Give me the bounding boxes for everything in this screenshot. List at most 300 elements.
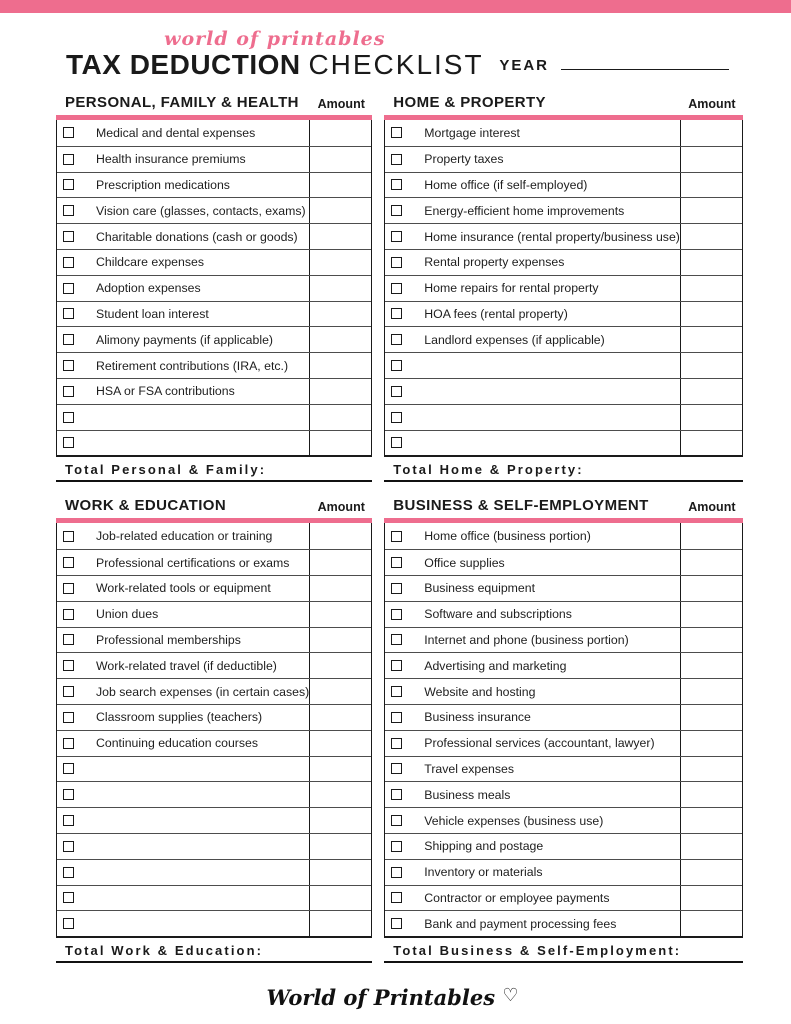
heart-icon: ♡ <box>502 985 519 1007</box>
item-label: Work-related travel (if deductible) <box>96 658 277 673</box>
checkbox-icon <box>63 154 74 165</box>
checkbox[interactable] <box>57 531 81 542</box>
checkbox-icon <box>63 918 74 929</box>
checkbox[interactable] <box>57 918 81 929</box>
section-business-self-employment <box>384 497 743 963</box>
section-title: WORK & EDUCATION <box>65 497 227 515</box>
checkbox[interactable] <box>385 867 409 878</box>
year-input-line[interactable] <box>561 57 729 70</box>
checkbox-icon <box>63 308 74 319</box>
checkbox-icon <box>391 557 402 568</box>
table-row <box>57 430 371 456</box>
amount-cell[interactable] <box>309 834 371 859</box>
checkbox-icon <box>391 583 402 594</box>
amount-cell[interactable] <box>680 353 742 378</box>
checkbox-icon <box>391 205 402 216</box>
item-label: Vehicle expenses (business use) <box>424 813 604 828</box>
table-row <box>385 781 742 807</box>
amount-cell[interactable] <box>309 405 371 430</box>
checkbox-icon <box>391 154 402 165</box>
section-title: BUSINESS & SELF-EMPLOYMENT <box>393 497 649 515</box>
amount-cell[interactable] <box>309 198 371 223</box>
item-label: Rental property expenses <box>424 255 565 270</box>
checkbox-icon <box>391 738 402 749</box>
checkbox-icon <box>391 127 402 138</box>
amount-cell[interactable] <box>309 653 371 678</box>
checklist-sheet <box>0 29 791 1010</box>
amount-cell[interactable] <box>309 550 371 575</box>
item-label: Energy-efficient home improvements <box>424 203 625 218</box>
item-label: Retirement contributions (IRA, etc.) <box>96 358 289 373</box>
item-label: Student loan interest <box>96 306 209 321</box>
checkbox-icon <box>63 609 74 620</box>
checkbox[interactable] <box>385 609 409 620</box>
checkbox-icon <box>63 412 74 423</box>
checkbox-icon <box>391 334 402 345</box>
amount-cell[interactable] <box>309 379 371 404</box>
checkbox[interactable] <box>385 815 409 826</box>
amount-cell[interactable] <box>309 757 371 782</box>
amount-cell[interactable] <box>680 224 742 249</box>
checklist-table <box>56 120 372 457</box>
checkbox[interactable] <box>385 892 409 903</box>
checkbox[interactable] <box>57 686 81 697</box>
checkbox[interactable] <box>57 257 81 268</box>
amount-column-header: Amount <box>688 500 736 515</box>
amount-cell[interactable] <box>680 911 742 936</box>
checkbox[interactable] <box>57 738 81 749</box>
checkbox[interactable] <box>57 437 81 448</box>
item-label: Landlord expenses (if applicable) <box>424 332 605 347</box>
amount-cell[interactable] <box>309 731 371 756</box>
item-label: Professional services (accountant, lawyer) <box>424 736 655 751</box>
amount-cell[interactable] <box>309 808 371 833</box>
item-label: Professional memberships <box>96 632 241 647</box>
item-label: Property taxes <box>424 152 504 167</box>
checkbox[interactable] <box>57 867 81 878</box>
brand-script: world of printables <box>164 28 386 50</box>
amount-cell[interactable] <box>309 250 371 275</box>
checkbox[interactable] <box>57 334 81 345</box>
checkbox[interactable] <box>57 154 81 165</box>
checkbox[interactable] <box>385 763 409 774</box>
total-line[interactable]: Total Home & Property: <box>384 457 743 482</box>
checkbox-icon <box>391 412 402 423</box>
checkbox[interactable] <box>385 918 409 929</box>
checkbox[interactable] <box>385 634 409 645</box>
checkbox[interactable] <box>385 308 409 319</box>
table-row <box>385 404 742 430</box>
amount-cell[interactable] <box>680 276 742 301</box>
checkbox-icon <box>391 634 402 645</box>
table-row <box>57 146 371 172</box>
checkbox-icon <box>63 360 74 371</box>
amount-cell[interactable] <box>309 431 371 456</box>
item-label: Job search expenses (in certain cases) <box>96 684 310 699</box>
table-row <box>385 807 742 833</box>
checkbox-icon <box>63 815 74 826</box>
table-row <box>57 652 371 678</box>
item-label: Business meals <box>424 787 511 802</box>
checkbox-icon <box>63 738 74 749</box>
checkbox-icon <box>391 609 402 620</box>
amount-cell[interactable] <box>680 628 742 653</box>
section-work-education <box>56 497 372 963</box>
checkbox-icon <box>391 179 402 190</box>
checklist-table <box>384 120 743 457</box>
checkbox[interactable] <box>57 712 81 723</box>
checkbox[interactable] <box>57 789 81 800</box>
item-label: Mortgage interest <box>424 125 520 140</box>
item-label: Home office (if self-employed) <box>424 177 588 192</box>
table-row <box>385 378 742 404</box>
table-row <box>57 627 371 653</box>
checkbox-icon <box>63 283 74 294</box>
checkbox-icon <box>63 127 74 138</box>
item-label: Business equipment <box>424 581 536 596</box>
checkbox[interactable] <box>385 205 409 216</box>
amount-cell[interactable] <box>309 602 371 627</box>
title-block <box>56 29 484 80</box>
checkbox-icon <box>391 789 402 800</box>
amount-cell[interactable] <box>680 886 742 911</box>
amount-cell[interactable] <box>680 602 742 627</box>
amount-cell[interactable] <box>309 860 371 885</box>
table-row <box>57 326 371 352</box>
checkbox-icon <box>63 660 74 671</box>
table-row <box>57 549 371 575</box>
checkbox[interactable] <box>57 127 81 138</box>
page-title-light: CHECKLIST <box>308 49 484 80</box>
table-row <box>385 885 742 911</box>
table-row <box>57 859 371 885</box>
checkbox-icon <box>63 892 74 903</box>
checkbox[interactable] <box>57 308 81 319</box>
total-line[interactable]: Total Personal & Family: <box>56 457 372 482</box>
table-row <box>385 678 742 704</box>
table-row <box>385 575 742 601</box>
amount-cell[interactable] <box>680 431 742 456</box>
checkbox[interactable] <box>57 841 81 852</box>
item-label: Health insurance premiums <box>96 152 246 167</box>
checkbox-icon <box>391 386 402 397</box>
item-label: Classroom supplies (teachers) <box>96 710 263 725</box>
checkbox[interactable] <box>385 712 409 723</box>
table-row <box>385 326 742 352</box>
table-row <box>385 301 742 327</box>
table-row <box>385 704 742 730</box>
checkbox-icon <box>391 815 402 826</box>
checkbox-icon <box>391 841 402 852</box>
checkbox-icon <box>63 386 74 397</box>
section-header <box>384 497 743 518</box>
checkbox[interactable] <box>57 179 81 190</box>
amount-cell[interactable] <box>680 250 742 275</box>
checkbox[interactable] <box>385 360 409 371</box>
table-row <box>57 275 371 301</box>
checkbox-icon <box>391 660 402 671</box>
amount-column-header: Amount <box>688 97 736 111</box>
checkbox[interactable] <box>57 609 81 620</box>
table-row <box>385 172 742 198</box>
table-row <box>57 523 371 549</box>
checkbox-icon <box>63 557 74 568</box>
table-row <box>57 172 371 198</box>
checkbox-icon <box>63 531 74 542</box>
table-row <box>385 197 742 223</box>
item-label: Alimony payments (if applicable) <box>96 332 274 347</box>
amount-cell[interactable] <box>309 173 371 198</box>
item-label: Professional certifications or exams <box>96 555 290 570</box>
checkbox-icon <box>63 841 74 852</box>
item-label: Charitable donations (cash or goods) <box>96 229 298 244</box>
amount-cell[interactable] <box>680 834 742 859</box>
table-row <box>57 704 371 730</box>
checkbox[interactable] <box>385 231 409 242</box>
amount-cell[interactable] <box>309 628 371 653</box>
table-row <box>385 223 742 249</box>
amount-cell[interactable] <box>309 705 371 730</box>
amount-cell[interactable] <box>309 911 371 936</box>
item-label: Work-related tools or equipment <box>96 581 271 596</box>
item-label: Advertising and marketing <box>424 658 567 673</box>
table-row <box>57 756 371 782</box>
item-label: Job-related education or training <box>96 529 273 544</box>
checkbox-icon <box>63 437 74 448</box>
checkbox-icon <box>63 205 74 216</box>
table-row <box>57 301 371 327</box>
table-row <box>57 223 371 249</box>
checkbox-icon <box>63 334 74 345</box>
checkbox[interactable] <box>57 360 81 371</box>
checkbox-icon <box>391 231 402 242</box>
table-row <box>57 404 371 430</box>
amount-cell[interactable] <box>309 523 371 549</box>
checkbox[interactable] <box>57 283 81 294</box>
table-row <box>57 378 371 404</box>
checkbox-icon <box>391 308 402 319</box>
checkbox[interactable] <box>57 412 81 423</box>
table-row <box>385 910 742 936</box>
amount-cell[interactable] <box>309 782 371 807</box>
checkbox[interactable] <box>385 127 409 138</box>
checkbox[interactable] <box>57 660 81 671</box>
item-label: Continuing education courses <box>96 736 259 751</box>
checkbox[interactable] <box>385 686 409 697</box>
item-label: Home office (business portion) <box>424 529 591 544</box>
item-label: Office supplies <box>424 555 505 570</box>
page-top-border <box>0 0 791 13</box>
table-row <box>57 833 371 859</box>
checkbox[interactable] <box>385 437 409 448</box>
table-row <box>57 781 371 807</box>
table-row <box>385 275 742 301</box>
item-label: HOA fees (rental property) <box>424 306 568 321</box>
section-header <box>56 94 372 115</box>
item-label: Vision care (glasses, contacts, exams) <box>96 203 306 218</box>
table-row <box>385 146 742 172</box>
amount-cell[interactable] <box>680 120 742 146</box>
checkbox-icon <box>63 712 74 723</box>
section-title: HOME & PROPERTY <box>393 94 546 111</box>
item-label: Contractor or employee payments <box>424 890 610 905</box>
checkbox-icon <box>391 712 402 723</box>
amount-cell[interactable] <box>680 198 742 223</box>
year-block <box>499 57 729 80</box>
item-label: Home repairs for rental property <box>424 281 599 296</box>
section-title: PERSONAL, FAMILY & HEALTH <box>65 94 299 111</box>
table-row <box>57 678 371 704</box>
footer-brand <box>56 985 729 1010</box>
amount-cell[interactable] <box>680 523 742 549</box>
checkbox-icon <box>63 179 74 190</box>
sections-grid <box>56 94 736 963</box>
checkbox[interactable] <box>57 892 81 903</box>
checkbox[interactable] <box>385 660 409 671</box>
checkbox-icon <box>63 789 74 800</box>
checkbox-icon <box>63 231 74 242</box>
amount-cell[interactable] <box>309 353 371 378</box>
checkbox-icon <box>391 763 402 774</box>
item-label: Inventory or materials <box>424 865 543 880</box>
checkbox[interactable] <box>57 231 81 242</box>
table-row <box>57 730 371 756</box>
checkbox[interactable] <box>385 557 409 568</box>
amount-cell[interactable] <box>680 147 742 172</box>
checkbox[interactable] <box>385 738 409 749</box>
checklist-table <box>384 523 743 938</box>
checkbox[interactable] <box>57 815 81 826</box>
checkbox-icon <box>63 634 74 645</box>
checkbox[interactable] <box>385 386 409 397</box>
checkbox[interactable] <box>57 557 81 568</box>
amount-cell[interactable] <box>680 679 742 704</box>
table-row <box>57 910 371 936</box>
checkbox-icon <box>63 763 74 774</box>
item-label: Home insurance (rental property/business use) <box>424 229 680 244</box>
checkbox-icon <box>391 892 402 903</box>
table-row <box>57 885 371 911</box>
checkbox[interactable] <box>385 531 409 542</box>
checkbox-icon <box>63 867 74 878</box>
amount-cell[interactable] <box>680 808 742 833</box>
checkbox[interactable] <box>385 257 409 268</box>
section-header <box>56 497 372 518</box>
item-label: Union dues <box>96 607 159 622</box>
amount-cell[interactable] <box>680 860 742 885</box>
item-label: Travel expenses <box>424 761 515 776</box>
item-label: Shipping and postage <box>424 839 544 854</box>
amount-cell[interactable] <box>309 276 371 301</box>
checkbox[interactable] <box>385 841 409 852</box>
item-label: Software and subscriptions <box>424 607 572 622</box>
checkbox[interactable] <box>385 334 409 345</box>
checkbox[interactable] <box>385 179 409 190</box>
checkbox[interactable] <box>57 583 81 594</box>
page-title-bold: TAX DEDUCTION <box>66 49 301 80</box>
amount-cell[interactable] <box>680 705 742 730</box>
checkbox-icon <box>391 257 402 268</box>
amount-cell[interactable] <box>680 576 742 601</box>
checkbox-icon <box>391 531 402 542</box>
amount-cell[interactable] <box>309 327 371 352</box>
year-label: YEAR <box>499 57 549 74</box>
amount-cell[interactable] <box>680 379 742 404</box>
amount-cell[interactable] <box>680 653 742 678</box>
table-row <box>385 120 742 146</box>
item-label: Medical and dental expenses <box>96 125 256 140</box>
item-label: Internet and phone (business portion) <box>424 632 629 647</box>
amount-cell[interactable] <box>680 550 742 575</box>
checkbox[interactable] <box>385 154 409 165</box>
section-personal-family-health <box>56 94 372 482</box>
total-line[interactable]: Total Business & Self-Employment: <box>384 938 743 963</box>
amount-cell[interactable] <box>309 147 371 172</box>
checkbox[interactable] <box>57 763 81 774</box>
checkbox-icon <box>63 257 74 268</box>
table-row <box>57 197 371 223</box>
table-row <box>385 833 742 859</box>
checklist-table <box>56 523 372 938</box>
table-row <box>57 601 371 627</box>
table-row <box>385 730 742 756</box>
amount-cell[interactable] <box>309 576 371 601</box>
table-row <box>57 807 371 833</box>
item-label: Business insurance <box>424 710 531 725</box>
amount-cell[interactable] <box>680 757 742 782</box>
table-row <box>385 601 742 627</box>
checkbox[interactable] <box>57 386 81 397</box>
amount-column-header: Amount <box>317 500 365 515</box>
amount-cell[interactable] <box>680 731 742 756</box>
table-row <box>385 549 742 575</box>
checkbox-icon <box>63 686 74 697</box>
table-row <box>385 430 742 456</box>
checkbox-icon <box>391 867 402 878</box>
table-row <box>57 249 371 275</box>
amount-cell[interactable] <box>680 302 742 327</box>
checkbox[interactable] <box>385 412 409 423</box>
checkbox[interactable] <box>385 583 409 594</box>
checkbox[interactable] <box>385 789 409 800</box>
table-row <box>57 575 371 601</box>
checkbox[interactable] <box>385 283 409 294</box>
amount-cell[interactable] <box>680 173 742 198</box>
total-line[interactable]: Total Work & Education: <box>56 938 372 963</box>
checkbox-icon <box>63 583 74 594</box>
table-row <box>57 120 371 146</box>
item-label: Childcare expenses <box>96 255 205 270</box>
checkbox[interactable] <box>57 205 81 216</box>
checkbox[interactable] <box>57 634 81 645</box>
amount-cell[interactable] <box>309 886 371 911</box>
amount-cell[interactable] <box>680 327 742 352</box>
amount-cell[interactable] <box>680 782 742 807</box>
header <box>56 29 729 80</box>
amount-cell[interactable] <box>309 120 371 146</box>
section-home-property <box>384 94 743 482</box>
amount-column-header: Amount <box>317 97 365 111</box>
table-row <box>57 352 371 378</box>
checkbox-icon <box>391 437 402 448</box>
amount-cell[interactable] <box>309 224 371 249</box>
table-row <box>385 756 742 782</box>
amount-cell[interactable] <box>309 302 371 327</box>
amount-cell[interactable] <box>680 405 742 430</box>
section-header <box>384 94 743 115</box>
amount-cell[interactable] <box>309 679 371 704</box>
table-row <box>385 859 742 885</box>
